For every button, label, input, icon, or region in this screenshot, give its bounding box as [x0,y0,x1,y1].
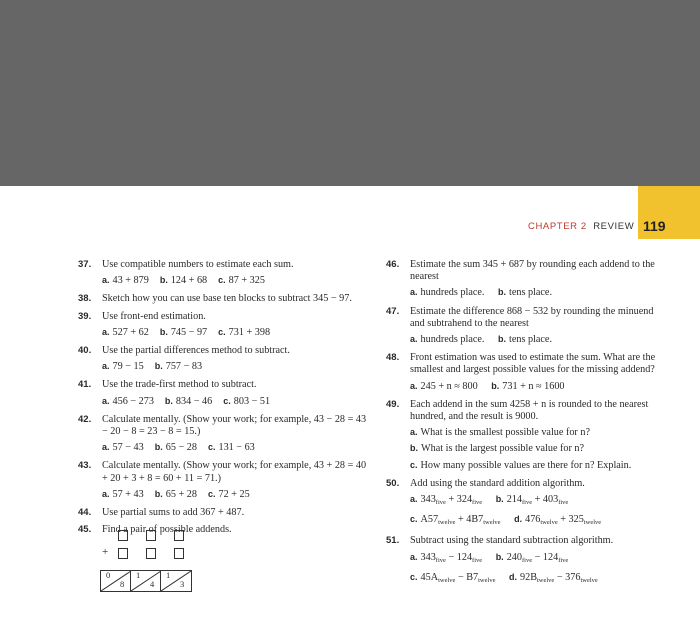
lattice-cell [161,571,191,591]
digit-box [146,530,156,541]
section-title: REVIEW [593,221,635,232]
exercise-part: d. $476_{twelve} + 325_{twelve}$ [514,514,602,527]
lattice-digit: 1 [136,571,141,580]
exercise-parts [410,551,662,587]
exercise-part: a. 456 − 273 [102,395,154,407]
exercise-prompt: Front estimation was used to estimate the sum. What are the smallest and largest possible values for the missing addend? [410,352,656,376]
exercise-part: a. hundreds place. [410,287,485,299]
exercise-number: 44. [78,507,92,519]
exercise-part: b. $240_{five} - 124_{five}$ [495,551,569,564]
exercise-item [78,345,370,373]
exercise-number: 47. [386,305,400,317]
exercise-parts [410,426,662,472]
exercise-item [78,379,370,407]
exercise-part: c. 731 + 398 [218,326,271,338]
exercise-part: b. 65 + 28 [154,488,197,500]
lattice-digit: 8 [120,579,125,589]
exercise-part: c. $45A_{twelve} - B7_{twelve}$ [410,571,496,584]
exercise-part: a. 57 − 43 [102,442,144,454]
exercise-prompt: Each addend in the sum 4258 + n is rounded to the nearest hundred, and the result is 9000. [410,398,649,423]
exercise-part: b. 757 − 83 [154,361,203,373]
exercise-part: a. 79 − 15 [102,361,144,373]
digit-box [174,548,184,559]
digit-box [118,548,128,559]
digit-box [146,548,156,559]
chapter-label: CHAPTER 2 [528,221,587,232]
exercise-prompt: Use partial sums to add 367 + 487. [102,507,245,519]
digit-box [174,530,184,541]
page-number: 119 [643,218,666,234]
plus-sign: + [102,546,109,558]
exercise-part: c. 803 − 51 [223,395,271,407]
right-column [386,259,662,593]
exercise-part: b. 124 + 68 [159,275,208,287]
exercise-prompt: Use compatible numbers to estimate each sum. [102,259,294,270]
lattice-digit: 4 [150,579,155,589]
lattice-digit: 3 [180,579,185,589]
exercise-prompt: Estimate the sum 345 + 687 by rounding each addend to the nearest [410,259,655,283]
dark-background [0,0,700,186]
exercise-part: b. $214_{five} + 403_{five}$ [495,494,569,507]
exercise-parts [410,286,662,299]
exercise-prompt: Estimate the difference 868 − 532 by rounding the minuend and subtrahend to the nearest [410,305,654,329]
exercise-part: b. 834 − 46 [164,395,213,407]
exercise-prompt: Calculate mentally. (Show your work; for example, 43 − 28 = 43 − 20 − 8 = 23 − 8 = 15.) [102,413,367,438]
exercise-number: 40. [78,345,92,357]
lattice-digit: 0 [106,571,111,580]
exercise-part: a. 527 + 62 [102,326,149,338]
exercise-49 [386,399,662,472]
exercise-number: 50. [386,477,400,489]
exercise-number: 43. [78,460,92,472]
exercise-parts [410,333,662,346]
running-head [528,221,634,232]
exercise-number: 42. [78,413,92,425]
exercise-part: b. tens place. [498,287,552,299]
exercise-prompt: Add using the standard addition algorithm. [410,477,585,489]
exercise-number: 48. [386,352,400,364]
exercise-parts [102,360,370,373]
exercise-part: c. How many possible values are there for n? Explain. [410,459,632,471]
exercise-item [78,414,370,455]
exercise-46 [386,259,662,300]
exercise-part: a. $343_{five} - 124_{five}$ [410,551,483,564]
lattice-cell [101,571,131,591]
exercise-prompt: Find a pair of possible addends. [102,524,232,536]
exercise-parts [102,326,370,339]
exercise-part: a. 43 + 879 [102,275,149,287]
exercise-number: 37. [78,259,92,270]
exercise-part: c. 72 + 25 [207,488,250,500]
exercise-parts [102,488,370,501]
exercise-item [78,293,370,305]
exercise-prompt: Use the partial differences method to subtract. [102,345,290,357]
lattice-cell [131,571,161,591]
exercise-prompt: Subtract using the standard subtraction algorithm. [410,535,614,547]
exercise-part: b. tens place. [498,334,552,346]
exercise-parts [102,274,370,287]
exercise-part: a. What is the smallest possible value for n? [410,427,590,439]
exercise-number: 39. [78,310,92,322]
exercise-item [78,259,370,287]
exercise-item [78,460,370,501]
exercise-part: b. What is the largest possible value for n? [410,443,585,455]
exercise-number: 41. [78,379,92,391]
exercise-part: c. 87 + 325 [218,275,265,287]
exercise-47 [386,306,662,347]
exercise-number: 45. [78,524,92,536]
exercise-part: d. $92B_{twelve} - 376_{twelve}$ [509,571,598,584]
addends-figure [96,530,206,592]
exercise-prompt: Use front-end estimation. [102,310,206,322]
lattice-grid [100,570,192,592]
left-column [78,259,370,541]
exercise-parts [410,493,662,529]
exercise-item [78,507,370,519]
exercise-number: 46. [386,259,400,270]
exercise-item [78,311,370,339]
exercise-number: 51. [386,535,400,547]
exercise-part: a. 57 + 43 [102,488,144,500]
exercise-part: b. 745 − 97 [159,326,208,338]
exercise-parts [102,395,370,408]
exercise-part: c. $A57_{twelve} + 4B7_{twelve}$ [410,514,501,527]
exercise-prompt: Use the trade-first method to subtract. [102,379,257,391]
exercise-50 [386,478,662,530]
exercise-part-row [410,513,662,529]
exercise-prompt: Calculate mentally. (Show your work; for example, 43 + 28 = 40 + 20 + 3 + 8 = 60 + 11 = 71.) [102,460,367,484]
exercise-parts [102,441,370,454]
exercise-51 [386,535,662,587]
exercise-number: 38. [78,293,92,305]
exercise-part: b. 65 − 28 [154,442,197,454]
exercise-48 [386,352,662,393]
exercise-part: a. $343_{five} + 324_{five}$ [410,494,483,507]
exercise-prompt: Sketch how you can use base ten blocks to subtract 345 − 97. [102,293,352,305]
lattice-digit: 1 [166,571,171,580]
digit-box [118,530,128,541]
exercise-number: 49. [386,398,400,410]
exercise-parts [410,380,662,393]
exercise-part: a. 245 + n ≈ 800 [410,380,478,392]
exercise-part: c. 131 − 63 [207,442,255,454]
exercise-part-row [410,571,662,587]
exercise-part: b. 731 + n ≈ 1600 [491,380,565,392]
exercise-part: a. hundreds place. [410,334,485,346]
